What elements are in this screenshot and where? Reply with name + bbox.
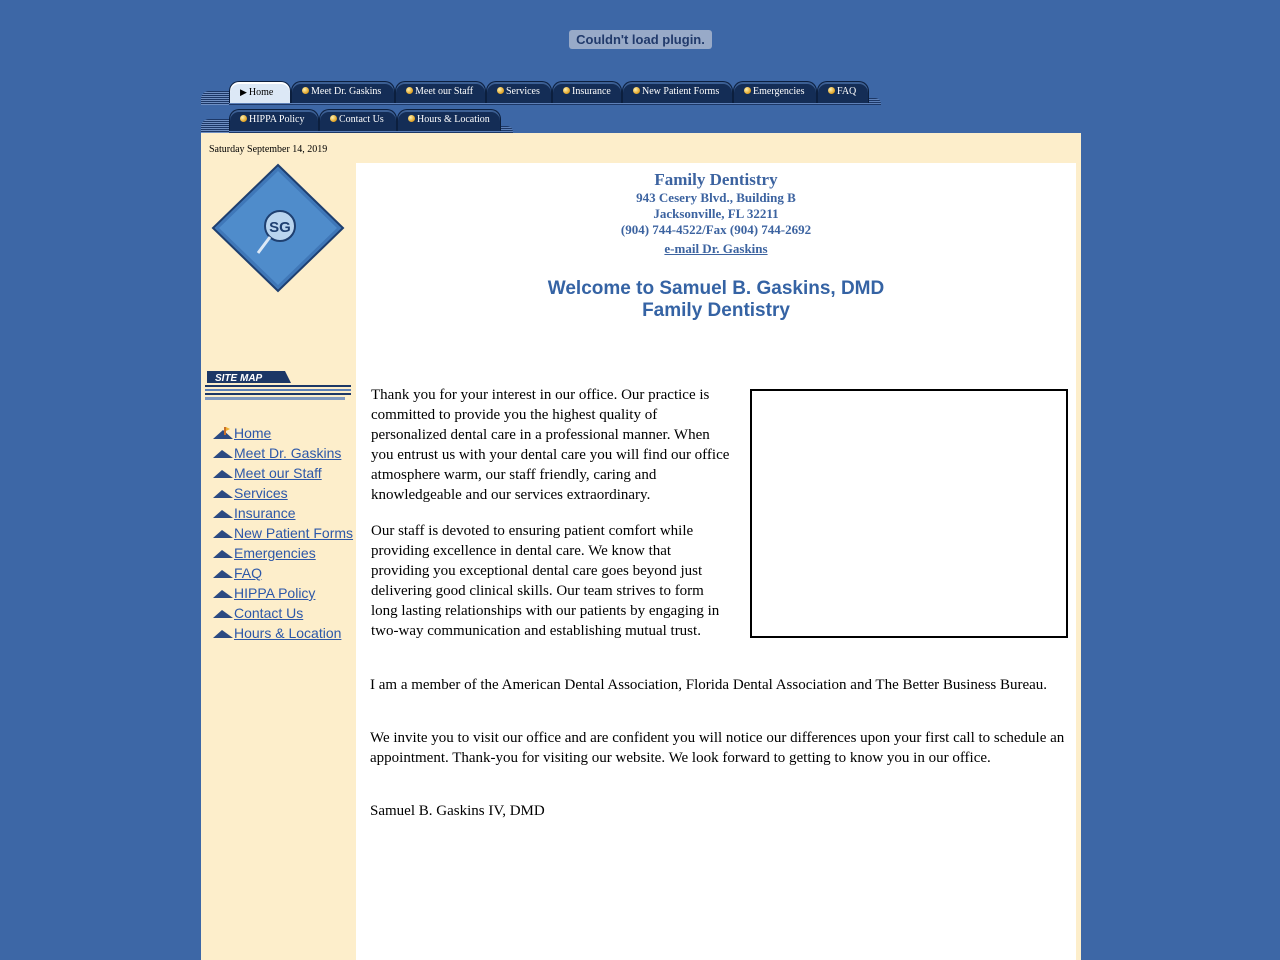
tab-bar-cap bbox=[201, 119, 229, 133]
sitemap-label: SITE MAP bbox=[215, 373, 263, 384]
sitemap-item-services bbox=[213, 483, 353, 503]
sitemap-link-hours-location[interactable]: Hours & Location bbox=[234, 625, 342, 641]
sitemap-links bbox=[213, 423, 353, 643]
triangle-bullet-icon bbox=[213, 467, 233, 479]
tab-services[interactable] bbox=[486, 81, 552, 103]
triangle-bullet-icon bbox=[213, 507, 233, 519]
tab-bar-cap bbox=[201, 91, 229, 105]
logo-monogram: SG bbox=[269, 219, 291, 236]
signature: Samuel B. Gaskins IV, DMD bbox=[370, 803, 545, 819]
sitemap-link-contact-us[interactable]: Contact Us bbox=[234, 605, 304, 621]
tab-emergencies[interactable] bbox=[733, 81, 817, 103]
tab-meet-dr-gaskins[interactable] bbox=[291, 81, 395, 103]
sitemap-link-hippa-policy[interactable]: HIPPA Policy bbox=[234, 585, 316, 601]
home-icon bbox=[213, 427, 233, 439]
sitemap-item-insurance bbox=[213, 503, 353, 523]
tab-contact-us[interactable] bbox=[319, 109, 397, 131]
sitemap-item-emergencies bbox=[213, 543, 353, 563]
sitemap-header-graphic bbox=[205, 369, 351, 403]
sitemap-link-meet-dr-gaskins[interactable]: Meet Dr. Gaskins bbox=[234, 445, 342, 461]
triangle-bullet-icon bbox=[213, 487, 233, 499]
embedded-plugin-frame[interactable] bbox=[750, 389, 1068, 638]
tab-label: Home bbox=[248, 87, 274, 98]
tab-label: Hours & Location bbox=[417, 114, 490, 125]
practice-logo bbox=[210, 163, 346, 293]
practice-title: Family Dentistry bbox=[654, 170, 778, 189]
email-container bbox=[356, 241, 1076, 257]
current-date: Saturday September 14, 2019 bbox=[209, 144, 328, 155]
tab-label: Contact Us bbox=[339, 114, 384, 125]
sitemap-item-faq bbox=[213, 563, 353, 583]
sitemap-item-home bbox=[213, 423, 353, 443]
bullet-icon bbox=[633, 87, 640, 94]
tab-label: HIPPA Policy bbox=[249, 114, 305, 125]
email-link[interactable]: e-mail Dr. Gaskins bbox=[664, 241, 768, 256]
bullet-icon bbox=[563, 87, 570, 94]
tab-label: FAQ bbox=[837, 86, 857, 97]
bullet-icon bbox=[302, 87, 309, 94]
tab-home[interactable] bbox=[229, 81, 291, 103]
sitemap-item-new-patient-forms bbox=[213, 523, 353, 543]
tab-label: Insurance bbox=[572, 86, 611, 97]
sitemap-link-services[interactable]: Services bbox=[234, 485, 288, 501]
intro-paragraph: Thank you for your interest in our office. Our practice is committed to provide you the highest quality of personalized dental care in a professional manner. When you entrust us with your dental care you will find our office atmosphere warm, our staff friendly, caring and knowledgeable and our services extraordinary. bbox=[371, 387, 730, 503]
tab-faq[interactable] bbox=[817, 81, 869, 103]
staff-paragraph: Our staff is devoted to ensuring patient comfort while providing excellence in dental care. We know that providing you exceptional dental care goes beyond just delivering good clinical skills. Our team strives to form long lasting relationships with our patients by engaging in two-way communication and establishing mutual trust. bbox=[371, 523, 720, 639]
page-container bbox=[201, 133, 1081, 960]
bullet-icon bbox=[330, 115, 337, 122]
main-content bbox=[356, 163, 1076, 960]
nav-tabs-row-2 bbox=[201, 109, 513, 133]
bullet-icon bbox=[497, 87, 504, 94]
sitemap-item-contact-us bbox=[213, 603, 353, 623]
tab-hippa-policy[interactable] bbox=[229, 109, 319, 131]
sitemap-item-meet-our-staff bbox=[213, 463, 353, 483]
address-line-1: 943 Cesery Blvd., Building B bbox=[636, 190, 796, 205]
bullet-icon bbox=[408, 115, 415, 122]
tab-new-patient-forms[interactable] bbox=[622, 81, 733, 103]
bullet-icon bbox=[240, 115, 247, 122]
invitation-paragraph: We invite you to visit our office and are confident you will notice our differences upon your first call to schedule an appointment. Thank-you for visiting our website. We look forward to getting to know you in our office. bbox=[370, 730, 1065, 766]
tab-label: Emergencies bbox=[753, 86, 805, 97]
triangle-bullet-icon bbox=[213, 607, 233, 619]
bullet-icon bbox=[744, 87, 751, 94]
welcome-heading-line-2: Family Dentistry bbox=[642, 300, 790, 321]
sitemap-item-hours-location bbox=[213, 623, 353, 643]
triangle-bullet-icon bbox=[213, 527, 233, 539]
bullet-icon bbox=[828, 87, 835, 94]
bullet-icon bbox=[406, 87, 413, 94]
triangle-bullet-icon bbox=[213, 587, 233, 599]
triangle-bullet-icon bbox=[213, 627, 233, 639]
phone-fax: (904) 744-4522/Fax (904) 744-2692 bbox=[620, 222, 812, 237]
tab-meet-our-staff[interactable] bbox=[395, 81, 486, 103]
tab-label: Meet our Staff bbox=[415, 86, 474, 97]
tab-label: Meet Dr. Gaskins bbox=[311, 86, 382, 97]
sitemap-item-meet-dr-gaskins bbox=[213, 443, 353, 463]
sitemap-link-new-patient-forms[interactable]: New Patient Forms bbox=[234, 525, 354, 541]
sitemap-item-hippa-policy bbox=[213, 583, 353, 603]
address-line-2: Jacksonville, FL 32211 bbox=[653, 206, 779, 221]
triangle-bullet-icon bbox=[213, 547, 233, 559]
tab-hours-location[interactable] bbox=[397, 109, 501, 131]
tab-label: Services bbox=[506, 86, 540, 97]
triangle-bullet-icon bbox=[213, 447, 233, 459]
membership-paragraph: I am a member of the American Dental Association, Florida Dental Association and The Better Business Bureau. bbox=[370, 677, 1048, 693]
plugin-error-message: Couldn't load plugin. bbox=[569, 30, 712, 49]
tab-insurance[interactable] bbox=[552, 81, 622, 103]
welcome-heading-line-1: Welcome to Samuel B. Gaskins, DMD bbox=[547, 278, 885, 299]
sitemap-link-meet-our-staff[interactable]: Meet our Staff bbox=[234, 465, 322, 481]
sitemap-link-home[interactable]: Home bbox=[234, 425, 272, 441]
sitemap-link-emergencies[interactable]: Emergencies bbox=[234, 545, 316, 561]
play-arrow-icon: ▶ bbox=[240, 87, 247, 97]
sitemap-link-insurance[interactable]: Insurance bbox=[234, 505, 296, 521]
nav-tabs-row-1 bbox=[201, 81, 881, 105]
tab-label: New Patient Forms bbox=[642, 86, 720, 97]
triangle-bullet-icon bbox=[213, 567, 233, 579]
sitemap-link-faq[interactable]: FAQ bbox=[234, 565, 263, 581]
